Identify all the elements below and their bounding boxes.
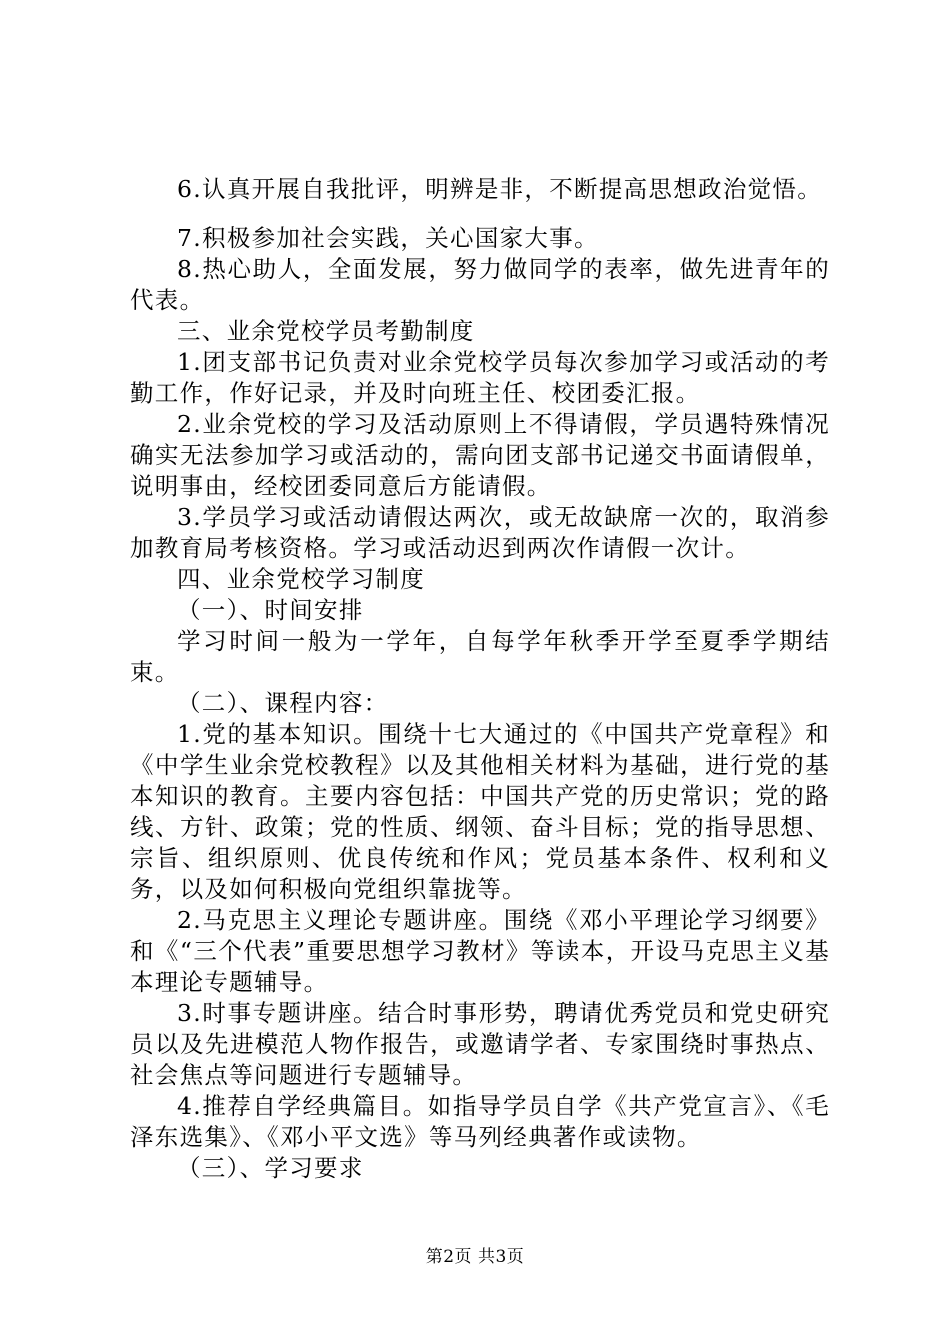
- paragraph-item-6: 6.认真开展自我批评，明辨是非，不断提高思想政治觉悟。: [177, 175, 823, 203]
- paragraph-course-2: 2.马克思主义理论专题讲座。围绕《邓小平理论学习纲要》和《“三个代表”重要思想学习教材》等读本，开设马克思主义基本理论专题辅导。: [130, 906, 830, 996]
- subheading-schedule: （一）、时间安排: [177, 596, 364, 624]
- paragraph-attendance-3: 3.学员学习或活动请假达两次，或无故缺席一次的，取消参加教育局考核资格。学习或活动迟到两次作请假一次计。: [130, 503, 830, 562]
- paragraph-course-1: 1.党的基本知识。围绕十七大通过的《中国共产党章程》和《中学生业余党校教程》以及其他相关材料为基础，进行党的基本知识的教育。主要内容包括：中国共产党的历史常识；党的路线、方针、政策；党的性质、纲领、奋斗目标；党的指导思想、宗旨、组织原则、优良传统和作风；党员基本条件、权利和义务，以及如何积极向党组织靠拢等。: [130, 720, 830, 903]
- document-body: [130, 174, 830, 1184]
- paragraph-item-7: 7.积极参加社会实践，关心国家大事。: [177, 224, 599, 252]
- section-heading-attendance: 三、业余党校学员考勤制度: [177, 317, 475, 345]
- paragraph-course-4: 4.推荐自学经典篇目。如指导学员自学《共产党宣言》、《毛泽东选集》、《邓小平文选》等马列经典著作或读物。: [130, 1092, 830, 1151]
- paragraph-course-3: 3.时事专题讲座。结合时事形势，聘请优秀党员和党史研究员以及先进模范人物作报告，或邀请学者、专家围绕时事热点、社会焦点等问题进行专题辅导。: [130, 999, 830, 1089]
- section-heading-study: 四、业余党校学习制度: [177, 565, 425, 593]
- subheading-requirements: （三）、学习要求: [177, 1154, 364, 1182]
- page-number-footer: 第2页 共3页: [425, 1247, 525, 1267]
- paragraph-attendance-1: 1.团支部书记负责对业余党校学员每次参加学习或活动的考勤工作，作好记录，并及时向班主任、校团委汇报。: [130, 348, 830, 407]
- paragraph-schedule: 学习时间一般为一学年，自每学年秋季开学至夏季学期结束。: [130, 627, 830, 686]
- subheading-courses: （二）、课程内容：: [177, 689, 389, 717]
- paragraph-item-8: 8.热心助人，全面发展，努力做同学的表率，做先进青年的代表。: [130, 255, 830, 314]
- paragraph-attendance-2: 2.业余党校的学习及活动原则上不得请假，学员遇特殊情况确实无法参加学习或活动的，需向团支部书记递交书面请假单，说明事由，经校团委同意后方能请假。: [130, 410, 830, 500]
